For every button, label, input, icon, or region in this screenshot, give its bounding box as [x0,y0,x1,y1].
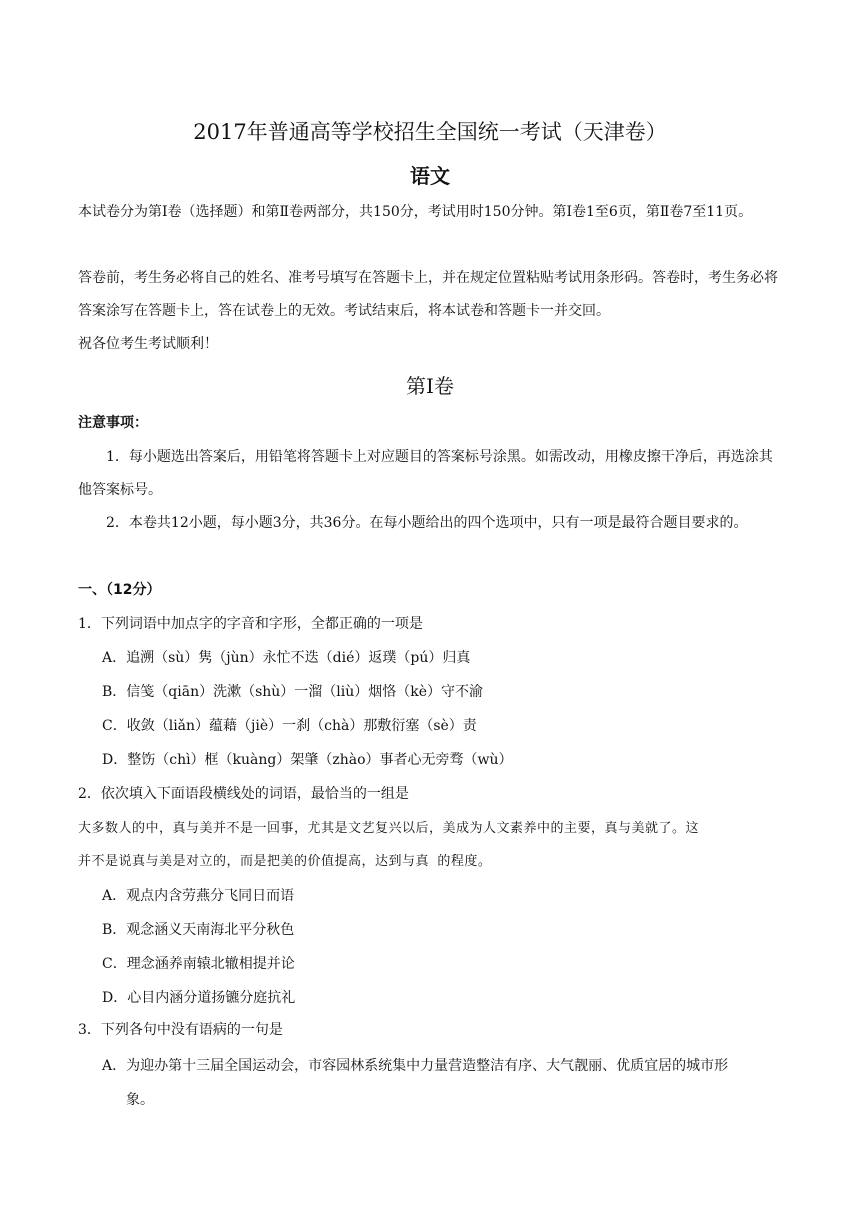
question-1-option-a: A．追溯（sù）隽（jùn）永忙不迭（dié）返璞（pú）归真 [102,650,471,666]
section-heading: 一、（12分） [78,582,161,598]
intro-paragraph-3: 祝各位考生考试顺利！ [78,336,218,352]
question-1-stem: 1．下列词语中加点字的字音和字形，全都正确的一项是 [78,616,423,632]
intro-paragraph-1: 本试卷分为第Ⅰ卷（选择题）和第Ⅱ卷两部分，共150分，考试用时150分钟。第Ⅰ卷1至6页，第Ⅱ卷7至11页。 [78,204,753,220]
question-2-option-d: D．心目内涵分道扬镳分庭抗礼 [102,990,296,1006]
question-2-option-a: A．观点内含劳燕分飞同日而语 [102,888,295,904]
question-3-option-a-line-1: A．为迎办第十三届全国运动会，市容园林系统集中力量营造整洁有序、大气靓丽、优质宜居的城市形 [102,1058,729,1074]
intro-paragraph-2: 答卷前，考生务必将自己的姓名、准考号填写在答题卡上，并在规定位置粘贴考试用条形码。答卷时，考生务必将答案涂写在答题卡上，答在试卷上的无效。考试结束后，将本试卷和答题卡一并交回。 [78,270,778,319]
question-2-stem: 2．依次填入下面语段横线处的词语，最恰当的一组是 [78,786,409,802]
question-1-option-b: B．信笺（qiān）洗漱（shù）一溜（liù）烟恪（kè）守不渝 [102,684,484,700]
question-3-stem: 3．下列各句中没有语病的一句是 [78,1022,283,1038]
question-1-option-d: D．整饬（chì）框（kuàng）架肇（zhào）事者心无旁骛（wù） [102,752,513,768]
question-2-option-b: B．观念涵义天南海北平分秋色 [102,922,295,938]
notes-item-2: 2．本卷共12小题，每小题3分，共36分。在每小题给出的四个选项中，只有一项是最符合题目要求的。 [106,515,748,531]
question-3-option-a-line-2: 象。 [126,1092,154,1108]
question-2-passage-line-2: 并不是说真与美是对立的，而是把美的价值提高，达到与真 的程度。 [78,854,492,869]
notes-heading: 注意事项： [78,415,148,431]
question-2-option-c: C．理念涵养南辕北辙相提并论 [102,956,295,972]
question-1-option-c: C．收敛（liǎn）蕴藉（jiè）一刹（chà）那敷衍塞（sè）责 [102,718,477,734]
question-2-passage-line-1: 大多数人的中，真与美并不是一回事，尤其是文艺复兴以后，美成为人文素养中的主要，真与美就了。这 [78,821,700,836]
notes-item-1: 1．每小题选出答案后，用铅笔将答题卡上对应题目的答案标号涂黑。如需改动，用橡皮擦干净后，再选涂其他答案标号。 [78,449,773,498]
exam-title: 2017年普通高等学校招生全国统一考试（天津卷） [193,120,667,144]
subject-title: 语文 [410,164,450,188]
volume-title: 第Ⅰ卷 [406,374,454,398]
